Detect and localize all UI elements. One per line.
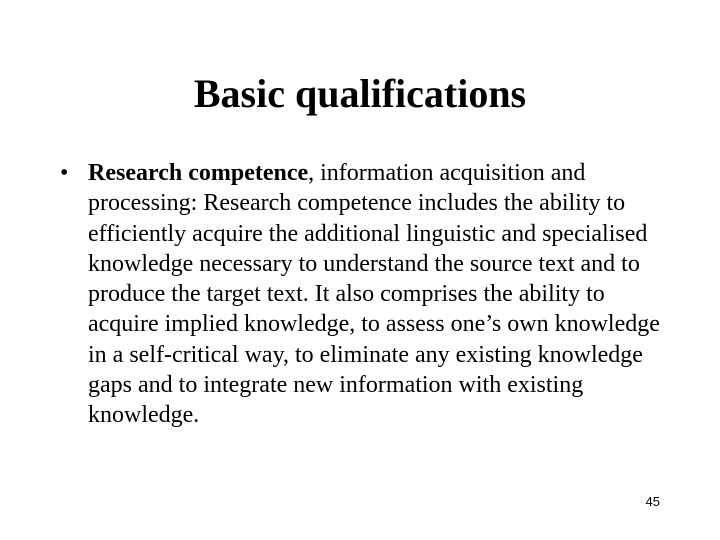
bullet-body: , information acquisition and processing: Research competence includes the ability to efficiently acquire the additional linguistic and specialised knowledge necessary to understand the source text and to produce the target text. It also comprises the ability to acquire implied knowledge, to assess one’s own knowledge in a self-critical way, to eliminate any existing knowledge gaps and to integrate new information with existing knowledge. — [88, 160, 660, 429]
slide-title: Basic qualifications — [193, 71, 527, 116]
bullet-marker: • — [60, 160, 69, 186]
bullet-lead-bold: Research competence — [88, 160, 309, 186]
bullet-text — [88, 158, 670, 431]
bullet-item — [60, 158, 670, 431]
bullet-list — [60, 158, 670, 431]
page-number: 45 — [645, 494, 660, 509]
